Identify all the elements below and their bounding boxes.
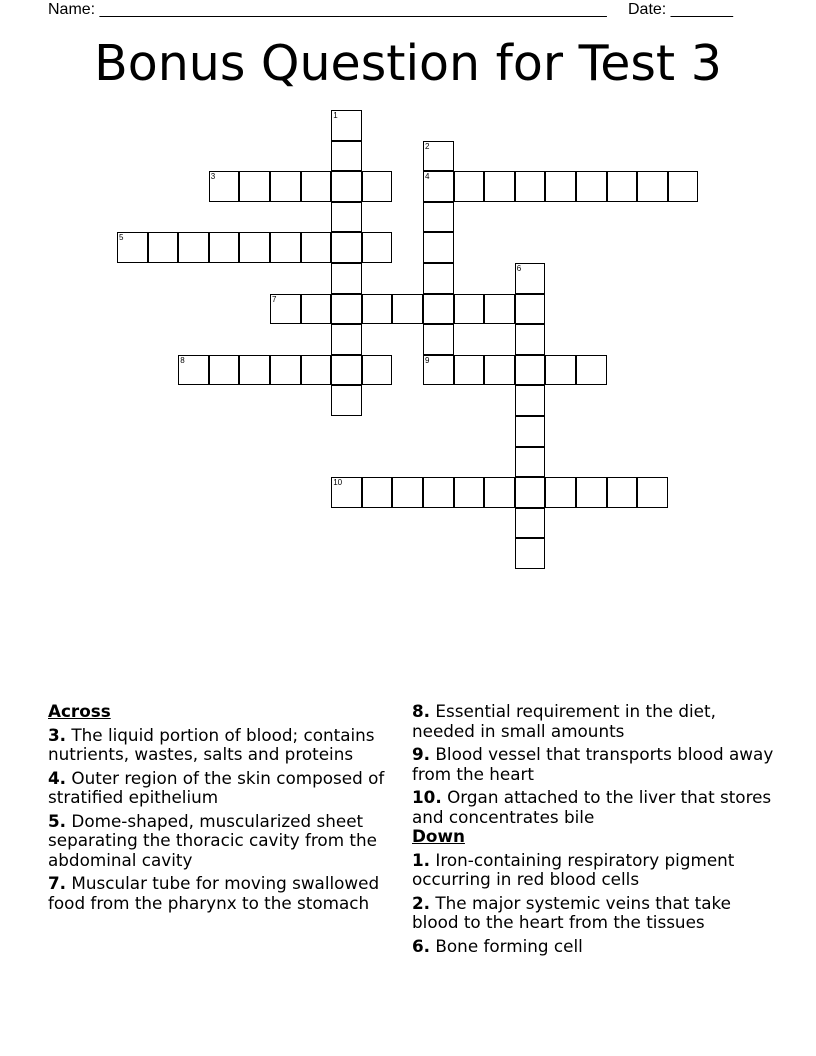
grid-cell[interactable] <box>331 477 362 508</box>
grid-cell[interactable] <box>239 232 270 263</box>
grid-cell[interactable] <box>515 538 546 569</box>
grid-cell[interactable] <box>331 294 362 325</box>
grid-cell[interactable] <box>270 171 301 202</box>
cell-number: 9 <box>425 355 430 365</box>
grid-cell[interactable] <box>515 324 546 355</box>
grid-cell[interactable] <box>301 171 332 202</box>
grid-cell[interactable] <box>239 171 270 202</box>
cell-number: 8 <box>180 355 185 365</box>
grid-cell[interactable] <box>668 171 699 202</box>
grid-cell[interactable] <box>362 477 393 508</box>
grid-cell[interactable] <box>270 232 301 263</box>
grid-cell[interactable] <box>148 232 179 263</box>
grid-cell[interactable] <box>362 355 393 386</box>
clues-column-left <box>48 702 403 917</box>
grid-cell[interactable] <box>209 232 240 263</box>
grid-cell[interactable] <box>423 232 454 263</box>
grid-cell[interactable] <box>209 355 240 386</box>
name-field-label: Name: _________________________________________________________ <box>48 1 607 18</box>
grid-cell[interactable] <box>454 294 485 325</box>
grid-cell[interactable] <box>515 385 546 416</box>
grid-cell[interactable] <box>576 171 607 202</box>
grid-cell[interactable] <box>423 355 454 386</box>
grid-cell[interactable] <box>515 508 546 539</box>
grid-cell[interactable] <box>209 171 240 202</box>
clue-across-9: 9. Blood vessel that transports blood away from the heart <box>412 744 774 784</box>
grid-cell[interactable] <box>178 355 209 386</box>
across-heading: Across <box>48 701 111 721</box>
grid-cell[interactable] <box>331 263 362 294</box>
grid-cell[interactable] <box>301 294 332 325</box>
grid-cell[interactable] <box>576 477 607 508</box>
grid-cell[interactable] <box>515 447 546 478</box>
clue-across-10: 10. Organ attached to the liver that stores and concentrates bile <box>412 787 772 827</box>
grid-cell[interactable] <box>484 477 515 508</box>
grid-cell[interactable] <box>576 355 607 386</box>
grid-cell[interactable] <box>515 263 546 294</box>
grid-cell[interactable] <box>392 477 423 508</box>
grid-cell[interactable] <box>515 171 546 202</box>
clue-across-7: 7. Muscular tube for moving swallowed food from the pharynx to the stomach <box>48 873 380 913</box>
grid-cell[interactable] <box>362 171 393 202</box>
cell-number: 1 <box>333 111 338 120</box>
cell-number: 2 <box>425 141 430 151</box>
grid-cell[interactable] <box>331 324 362 355</box>
grid-cell[interactable] <box>331 141 362 172</box>
cell-number: 5 <box>119 233 124 243</box>
grid-cell[interactable] <box>545 477 576 508</box>
grid-cell[interactable] <box>607 477 638 508</box>
grid-cell[interactable] <box>301 232 332 263</box>
cell-number: 6 <box>516 264 522 273</box>
grid-cell[interactable] <box>423 477 454 508</box>
date-field-label: Date: _______ <box>628 1 733 18</box>
grid-cell[interactable] <box>515 416 546 447</box>
grid-cell[interactable] <box>484 294 515 325</box>
clues-column-right <box>412 702 782 960</box>
clue-down-2: 2. The major systemic veins that take blood to the heart from the tissues <box>412 892 731 932</box>
grid-cell[interactable] <box>484 355 515 386</box>
grid-cell[interactable] <box>545 171 576 202</box>
grid-cell[interactable] <box>423 263 454 294</box>
grid-cell[interactable] <box>637 477 668 508</box>
clue-down-6: 6. Bone forming cell <box>412 935 583 956</box>
grid-cell[interactable] <box>423 294 454 325</box>
grid-cell[interactable] <box>423 141 454 172</box>
grid-cell[interactable] <box>515 355 546 386</box>
grid-cell[interactable] <box>331 171 362 202</box>
clue-down-1: 1. Iron-containing respiratory pigment occurring in red blood cells <box>412 849 735 889</box>
grid-cell[interactable] <box>301 355 332 386</box>
clue-across-3: 3. The liquid portion of blood; contains nutrients, wastes, salts and proteins <box>48 724 375 764</box>
grid-cell[interactable] <box>423 202 454 233</box>
grid-cell[interactable] <box>270 355 301 386</box>
grid-cell[interactable] <box>423 324 454 355</box>
grid-cell[interactable] <box>545 355 576 386</box>
grid-cell[interactable] <box>362 232 393 263</box>
grid-cell[interactable] <box>239 355 270 386</box>
grid-cell[interactable] <box>331 202 362 233</box>
grid-cell[interactable] <box>454 477 485 508</box>
grid-cell[interactable] <box>423 171 454 202</box>
clue-across-5: 5. Dome-shaped, muscularized sheet separating the thoracic cavity from the abdominal cavity <box>48 810 377 870</box>
grid-cell[interactable] <box>454 355 485 386</box>
cell-number: 3 <box>210 172 216 182</box>
grid-cell[interactable] <box>484 171 515 202</box>
cell-number: 10 <box>333 478 343 488</box>
clue-across-4: 4. Outer region of the skin composed of stratified epithelium <box>48 767 385 807</box>
grid-cell[interactable] <box>362 294 393 325</box>
grid-cell[interactable] <box>331 232 362 263</box>
page-title: Bonus Question for Test 3 <box>94 35 722 92</box>
cell-number: 7 <box>272 294 277 304</box>
grid-cell[interactable] <box>331 355 362 386</box>
down-heading: Down <box>412 826 465 846</box>
grid-cell[interactable] <box>515 477 546 508</box>
grid-cell[interactable] <box>637 171 668 202</box>
grid-cell[interactable] <box>117 232 148 263</box>
grid-cell[interactable] <box>270 294 301 325</box>
grid-cell[interactable] <box>178 232 209 263</box>
cell-number: 4 <box>425 172 430 182</box>
grid-cell[interactable] <box>331 385 362 416</box>
grid-cell[interactable] <box>331 110 362 141</box>
grid-cell[interactable] <box>392 294 423 325</box>
grid-cell[interactable] <box>515 294 546 325</box>
grid-cell[interactable] <box>607 171 638 202</box>
clue-across-8: 8. Essential requirement in the diet, needed in small amounts <box>412 701 716 741</box>
grid-cell[interactable] <box>454 171 485 202</box>
